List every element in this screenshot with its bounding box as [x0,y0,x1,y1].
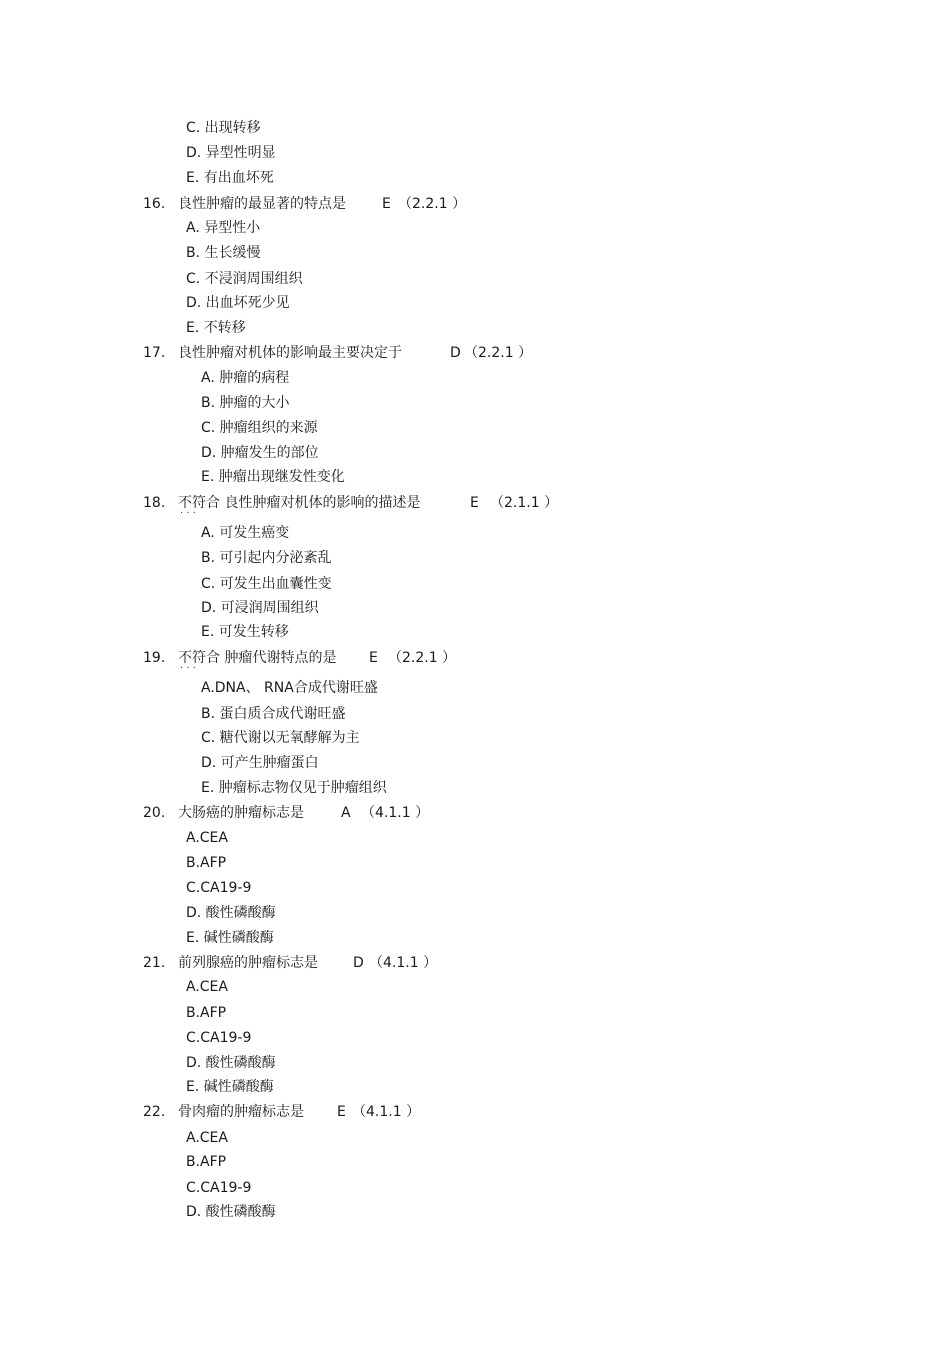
option: B. 蛋白质合成代谢旺盛 [201,706,346,722]
question-text: 前列腺癌的肿瘤标志是 [178,955,318,971]
question-text: 大肠癌的肿瘤标志是 [178,805,304,821]
question-17 [0,344,950,362]
option: A.CEA [186,830,228,846]
option: B. 可引起内分泌紊乱 [201,550,332,566]
answer-key: D [450,345,461,361]
question-21 [0,954,950,972]
option: E. 肿瘤标志物仅见于肿瘤组织 [201,780,387,796]
syllabus-code: （4.1.1 ） [369,955,438,971]
option: C.CA19-9 [186,1180,252,1196]
option: D. 可产生肿瘤蛋白 [201,755,319,771]
question-20 [0,804,950,822]
option: D. 肿瘤发生的部位 [201,445,319,461]
question-number: 16. [143,196,166,212]
option: A.DNA、 RNA合成代谢旺盛 [201,680,378,696]
answer-key: D [353,955,364,971]
question-body: 良性肿瘤对机体的影响的描述是 [224,495,421,511]
option: A. 异型性小 [186,220,261,236]
option: C. 肿瘤组织的来源 [201,420,318,436]
option: B.AFP [186,1005,227,1021]
option: A. 肿瘤的病程 [201,370,290,386]
syllabus-code: （4.1.1 ） [352,1104,421,1120]
question-text: 良性肿瘤的最显著的特点是 [178,196,346,212]
option: D. 可浸润周围组织 [201,600,319,616]
question-text: 良性肿瘤对机体的影响最主要决定于 [178,345,402,361]
option: C. 出现转移 [186,120,261,136]
option: E. 不转移 [186,320,246,336]
option: D. 酸性磷酸酶 [186,1055,276,1071]
option: C.CA19-9 [186,1030,252,1046]
option: C. 糖代谢以无氧酵解为主 [201,730,360,746]
question-text: 骨肉瘤的肿瘤标志是 [178,1104,304,1120]
option: D. 酸性磷酸酶 [186,905,276,921]
question-19 [0,649,950,667]
option: E. 碱性磷酸酶 [186,930,274,946]
answer-key: A [341,805,351,821]
answer-key: E [382,196,391,212]
option: A.CEA [186,979,228,995]
question-number: 17. [143,345,166,361]
option: E. 肿瘤出现继发性变化 [201,469,345,485]
question-text [178,649,336,667]
syllabus-code: （2.2.1 ） [388,650,457,666]
syllabus-code: （2.2.1 ） [464,345,533,361]
option: A. 可发生癌变 [201,525,290,541]
question-text [178,494,420,512]
emphasis-text: 不符合 · · · [178,649,220,667]
answer-key: E [369,650,378,666]
option: E. 可发生转移 [201,624,289,640]
syllabus-code: （2.1.1 ） [490,495,559,511]
answer-key: E [337,1104,346,1120]
question-number: 22. [143,1104,166,1120]
option: E. 碱性磷酸酶 [186,1079,274,1095]
question-body: 肿瘤代谢特点的是 [224,650,337,666]
option: D. 酸性磷酸酶 [186,1204,276,1220]
option: A.CEA [186,1130,228,1146]
question-number: 21. [143,955,166,971]
question-18 [0,494,950,512]
option: D. 异型性明显 [186,145,276,161]
question-number: 19. [143,650,166,666]
option: C.CA19-9 [186,880,252,896]
option: B. 生长缓慢 [186,245,261,261]
question-number: 18. [143,495,166,511]
option: B.AFP [186,855,227,871]
option: B. 肿瘤的大小 [201,395,290,411]
option: D. 出血坏死少见 [186,295,290,311]
question-22 [0,1103,950,1121]
syllabus-code: （2.2.1 ） [398,196,467,212]
question-16 [0,195,950,213]
syllabus-code: （4.1.1 ） [361,805,430,821]
option: C. 不浸润周围组织 [186,271,303,287]
question-number: 20. [143,805,166,821]
option: B.AFP [186,1154,227,1170]
option: C. 可发生出血囊性变 [201,576,332,592]
emphasis-text: 不符合 · · · [178,494,220,512]
answer-key: E [470,495,479,511]
option: E. 有出血坏死 [186,170,274,186]
